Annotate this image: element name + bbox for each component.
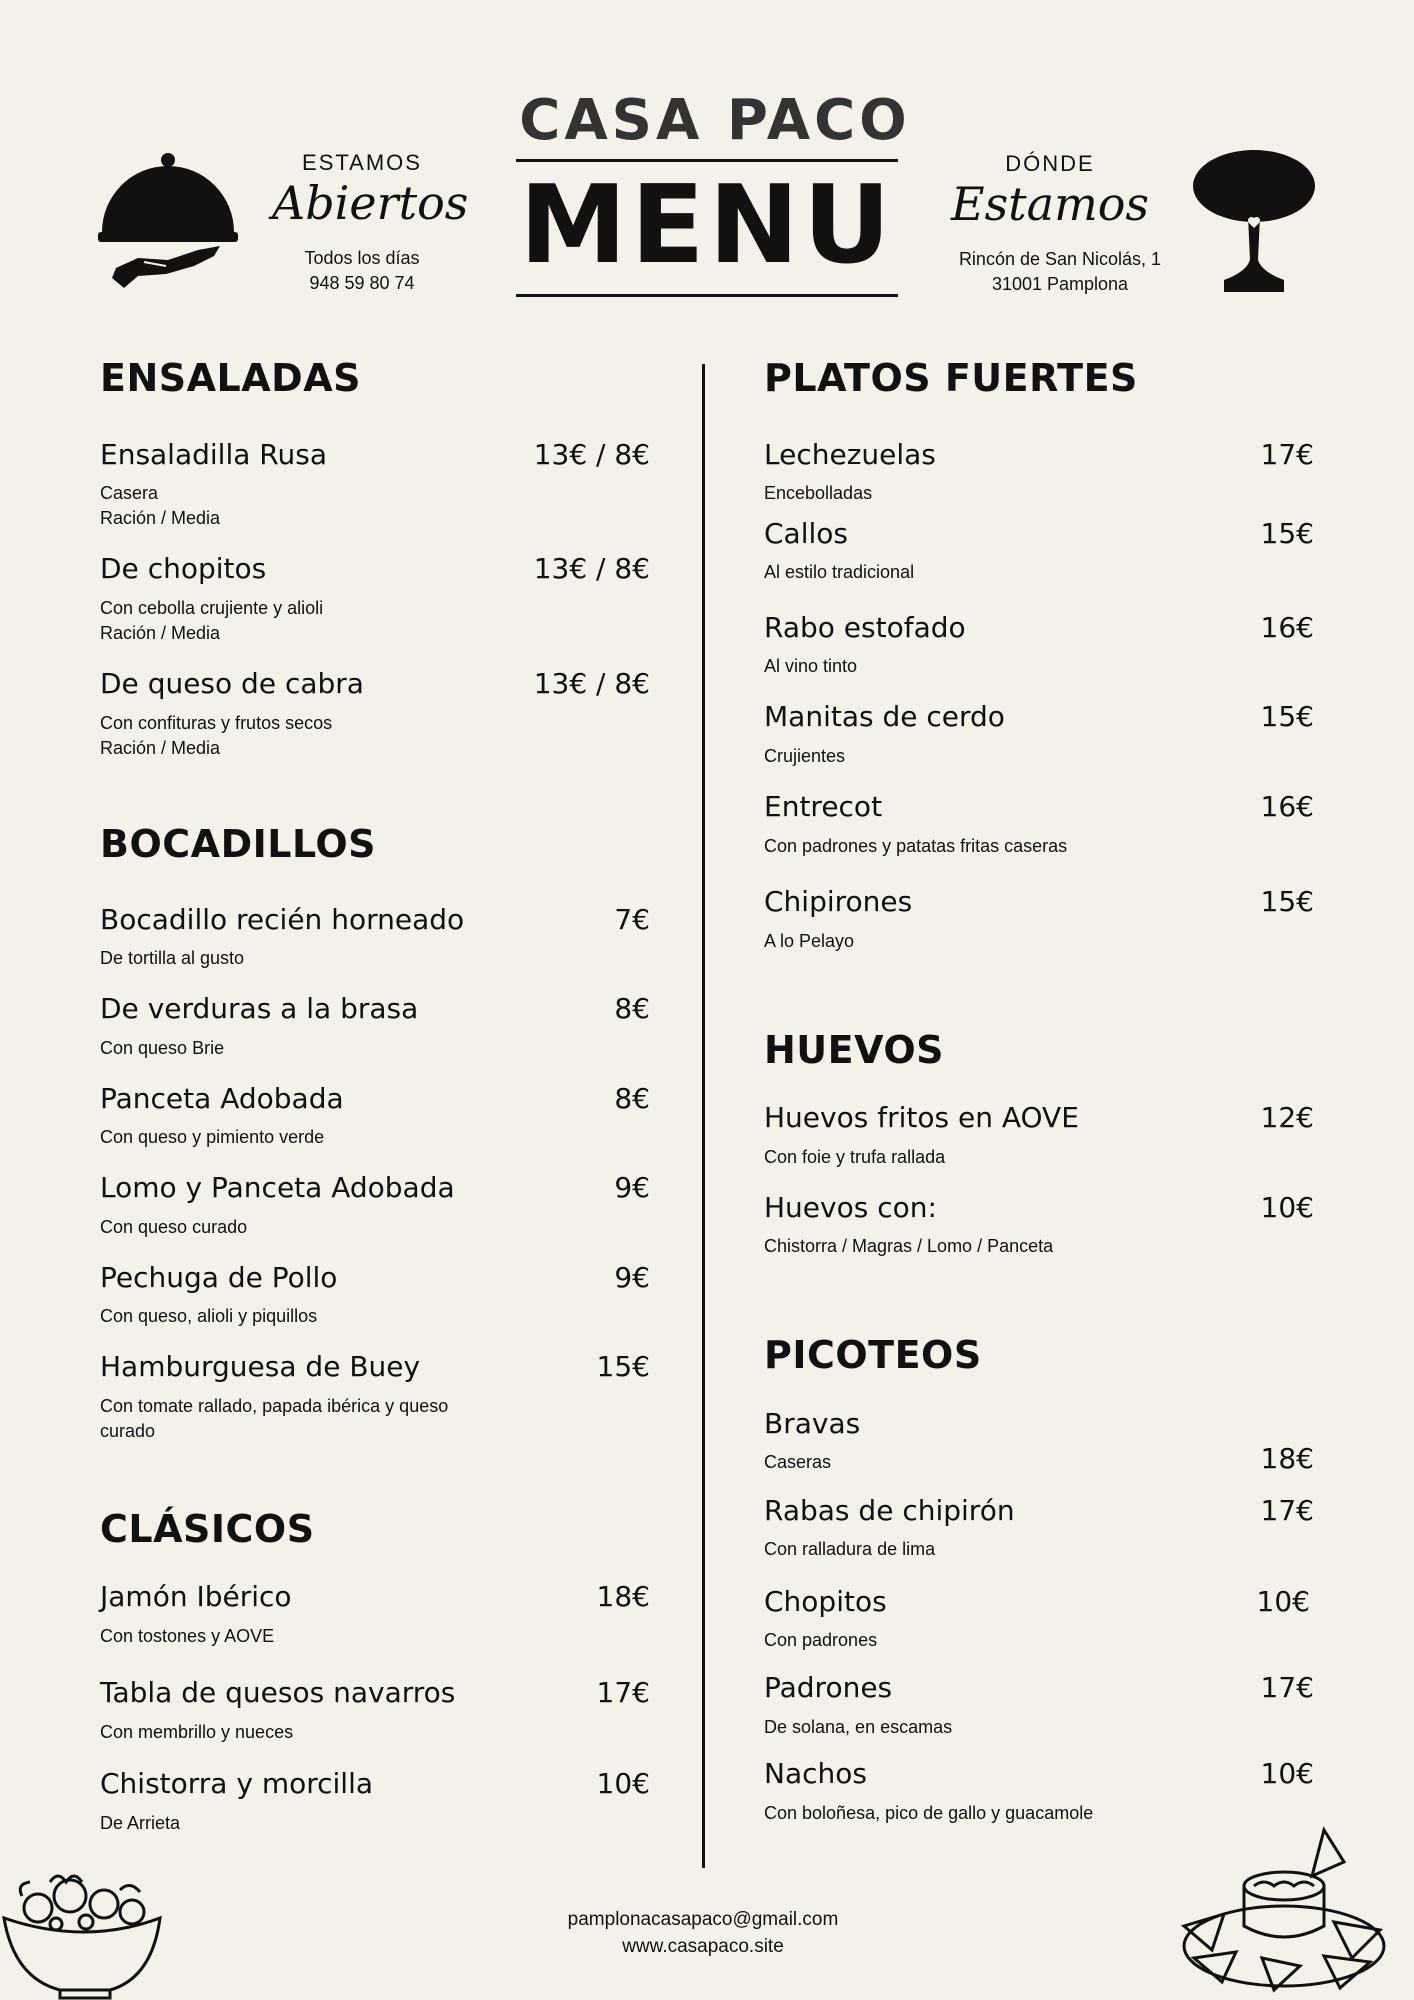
menu-item-name: Chistorra y morcilla bbox=[100, 1767, 374, 1800]
menu-item-price: 8€ bbox=[614, 992, 650, 1025]
menu-item-price: 17€ bbox=[1260, 438, 1314, 471]
menu-item-desc: Con tostones y AOVE bbox=[100, 1626, 275, 1646]
menu-item-desc: Con confituras y frutos secos bbox=[100, 713, 333, 733]
menu-item-desc: Ración / Media bbox=[100, 508, 221, 528]
section-title-huevos: HUEVOS bbox=[764, 1028, 945, 1072]
menu-item-name: Padrones bbox=[764, 1671, 893, 1704]
menu-item-price: 10€ bbox=[1256, 1585, 1310, 1618]
menu-item-desc: Al vino tinto bbox=[764, 656, 858, 676]
menu-item-desc: Con membrillo y nueces bbox=[100, 1722, 294, 1742]
menu-item-desc: Con tomate rallado, papada ibérica y queso bbox=[100, 1396, 449, 1416]
address-line-2: 31001 Pamplona bbox=[991, 274, 1129, 294]
menu-item-price: 13€ / 8€ bbox=[533, 438, 650, 471]
menu-item-price: 9€ bbox=[614, 1171, 650, 1204]
menu-item-name: Ensaladilla Rusa bbox=[100, 438, 327, 471]
menu-item-price: 16€ bbox=[1260, 611, 1314, 644]
tree-icon bbox=[1192, 150, 1316, 292]
brand-name: CASA PACO bbox=[519, 88, 911, 153]
menu-item-price: 12€ bbox=[1260, 1101, 1314, 1134]
footer-website[interactable]: www.casapaco.site bbox=[622, 1936, 784, 1957]
menu-item-desc: Casera bbox=[100, 483, 159, 503]
section-title-bocadillos: BOCADILLOS bbox=[100, 822, 376, 866]
menu-item-price: 15€ bbox=[596, 1350, 650, 1383]
open-label: ESTAMOS bbox=[302, 150, 422, 175]
menu-item-price: 10€ bbox=[1260, 1757, 1314, 1790]
footer-email[interactable]: pamplonacasapaco@gmail.com bbox=[567, 1909, 839, 1930]
menu-item-desc: Chistorra / Magras / Lomo / Panceta bbox=[764, 1236, 1054, 1256]
menu-item-name: Jamón Ibérico bbox=[100, 1580, 292, 1613]
where-label: DÓNDE bbox=[1005, 151, 1095, 176]
menu-item-desc: Con boloñesa, pico de gallo y guacamole bbox=[764, 1803, 1094, 1823]
menu-item-desc: Con cebolla crujiente y alioli bbox=[100, 598, 324, 618]
menu-item-desc: Al estilo tradicional bbox=[764, 562, 915, 582]
menu-item-desc: Con padrones y patatas fritas caseras bbox=[764, 836, 1068, 856]
menu-item-name: Rabas de chipirón bbox=[764, 1494, 1015, 1527]
menu-item-price: 13€ / 8€ bbox=[533, 667, 650, 700]
phone-number[interactable]: 948 59 80 74 bbox=[309, 273, 415, 293]
menu-item-name: Bocadillo recién horneado bbox=[100, 903, 465, 936]
header-rule-top bbox=[516, 159, 898, 162]
menu-item-price: 15€ bbox=[1260, 517, 1314, 550]
menu-item-desc: A lo Pelayo bbox=[764, 931, 855, 951]
menu-item-desc: De tortilla al gusto bbox=[100, 948, 245, 968]
section-title-ensaladas: ENSALADAS bbox=[100, 356, 361, 400]
menu-item-name: Panceta Adobada bbox=[100, 1082, 344, 1115]
menu-item-price: 18€ bbox=[596, 1580, 650, 1613]
menu-item-name: Manitas de cerdo bbox=[764, 700, 1005, 733]
menu-item-price: 17€ bbox=[1260, 1671, 1314, 1704]
menu-item-price: 10€ bbox=[1260, 1191, 1314, 1224]
menu-item-name: Lomo y Panceta Adobada bbox=[100, 1171, 455, 1204]
menu-item-desc: Con padrones bbox=[764, 1630, 878, 1650]
cloche-icon bbox=[98, 150, 238, 292]
menu-item-desc: De solana, en escamas bbox=[764, 1717, 953, 1737]
menu-item-name: Lechezuelas bbox=[764, 438, 936, 471]
menu-item-price: 8€ bbox=[614, 1082, 650, 1115]
menu-item-name: Hamburguesa de Buey bbox=[100, 1350, 421, 1383]
menu-item-name: Nachos bbox=[764, 1757, 867, 1790]
menu-item-name: Chopitos bbox=[764, 1585, 887, 1618]
menu-item-desc: Ración / Media bbox=[100, 623, 221, 643]
open-days: Todos los días bbox=[304, 248, 420, 268]
menu-item-name: De queso de cabra bbox=[100, 667, 364, 700]
menu-item-price: 7€ bbox=[614, 903, 650, 936]
menu-item-name: Tabla de quesos navarros bbox=[100, 1676, 456, 1709]
menu-item-price: 15€ bbox=[1260, 885, 1314, 918]
menu-item-name: Entrecot bbox=[764, 790, 883, 823]
menu-item-desc: Con queso y pimiento verde bbox=[100, 1127, 325, 1147]
menu-item-price: 10€ bbox=[596, 1767, 650, 1800]
menu-item-desc: Caseras bbox=[764, 1452, 832, 1472]
menu-item-desc: Ración / Media bbox=[100, 738, 221, 758]
menu-item-name: Callos bbox=[764, 517, 848, 550]
menu-item-price: 16€ bbox=[1260, 790, 1314, 823]
menu-item-name: Chipirones bbox=[764, 885, 913, 918]
section-title-clasicos: CLÁSICOS bbox=[100, 1507, 315, 1551]
column-divider bbox=[702, 364, 705, 1868]
menu-item-name: De verduras a la brasa bbox=[100, 992, 419, 1025]
section-title-platos-fuertes: PLATOS FUERTES bbox=[764, 356, 1138, 400]
menu-item-price: 13€ / 8€ bbox=[533, 552, 650, 585]
menu-item-name: Pechuga de Pollo bbox=[100, 1261, 338, 1294]
menu-item-name: Huevos fritos en AOVE bbox=[764, 1101, 1079, 1134]
menu-item-desc: Con queso Brie bbox=[100, 1038, 225, 1058]
menu-item-price: 17€ bbox=[1260, 1494, 1314, 1527]
menu-item-desc: Encebolladas bbox=[764, 483, 873, 503]
nachos-icon bbox=[1174, 1826, 1394, 1996]
menu-item-desc: Con ralladura de lima bbox=[764, 1539, 936, 1559]
menu-item-price: 18€ bbox=[1260, 1442, 1314, 1475]
menu-item-desc: Crujientes bbox=[764, 746, 846, 766]
menu-item-desc: Con queso, alioli y piquillos bbox=[100, 1306, 318, 1326]
menu-title: MENU bbox=[519, 163, 895, 288]
menu-item-desc: Con foie y trufa rallada bbox=[764, 1147, 946, 1167]
menu-item-price: 15€ bbox=[1260, 700, 1314, 733]
menu-item-desc: Con queso curado bbox=[100, 1217, 248, 1237]
salad-bowl-icon bbox=[0, 1866, 170, 2000]
menu-item-name: De chopitos bbox=[100, 552, 267, 585]
menu-item-name: Huevos con: bbox=[764, 1191, 937, 1224]
header-rule-bottom bbox=[516, 294, 898, 297]
menu-item-price: 17€ bbox=[596, 1676, 650, 1709]
address-line-1: Rincón de San Nicolás, 1 bbox=[958, 249, 1162, 269]
section-title-picoteos: PICOTEOS bbox=[764, 1333, 982, 1377]
menu-item-desc: De Arrieta bbox=[100, 1813, 181, 1833]
menu-item-desc: curado bbox=[100, 1421, 156, 1441]
menu-item-name: Bravas bbox=[764, 1407, 861, 1440]
where-script: Estamos bbox=[950, 177, 1149, 231]
menu-item-price: 9€ bbox=[614, 1261, 650, 1294]
menu-item-name: Rabo estofado bbox=[764, 611, 966, 644]
open-script: Abiertos bbox=[272, 176, 469, 230]
